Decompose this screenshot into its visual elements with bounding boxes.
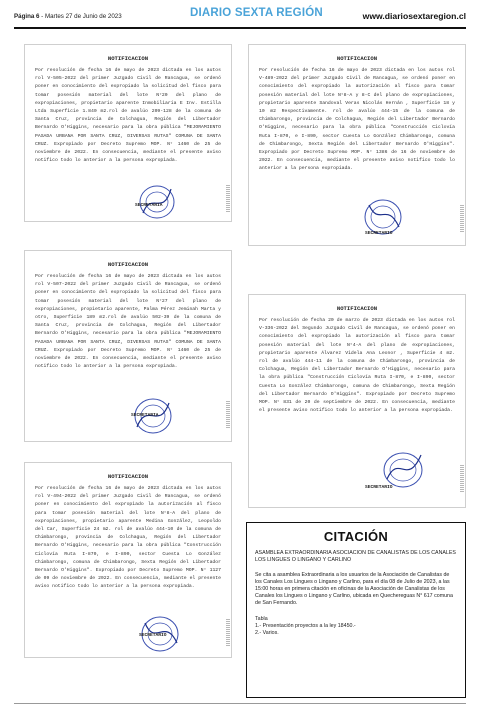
notice-title: NOTIFICACION	[107, 261, 149, 268]
notice-2	[248, 44, 466, 246]
notice-4	[248, 294, 466, 508]
newspaper-brand: DIARIO SEXTA REGIÓN	[190, 7, 323, 19]
notice-title: NOTIFICACION	[107, 473, 149, 480]
notice-1	[24, 44, 232, 222]
issue-date: - Martes 27 de Junio de 2023	[39, 12, 122, 20]
barcode-icon	[226, 185, 230, 213]
citacion-body: Se cita a asamblea Extraordinaria a los usuarios de la Asociación de Canalistas de los Canales Los Lingues o Lingano y Carlino, para el día 08 de Julio de 2023, a las 15:00 horas en primera citación en oficinas de la Asociación de Canalistas de los Canales los Lingues o Lingano y Carlino, ubicada en Quechereguas N° 617 comuna de San Fernando.	[255, 572, 453, 606]
notice-body: Por resolución de fecha 16 de mayo de 2023 dictada en los autos rol V-505-2022 del primer Juzgado Civil de Rancagua, se ordenó poner en conocimiento del expropiado la solicitud del fisco para tomar posesión material del lote N°20 del plano de expropiaciones, propietario aparente Inmobiliaria E Inv. Estilla Ltda Superficie 1.840 m2.rol de avalúo 209-128 de la comuna de Santa Cruz, provincia de Colchagua, Región del Libertador Bernardo O'Higgins, necesario para la obra pública "MEJORAMIENTO PASADA URBANA POR SANTA CRUZ, DIVERSAS RUTAS" COMUNA DE SANTA CRUZ. Expropiado por Decreto Supremo MOP. N° 1460 de 25 de noviembre de 2022. En consecuencia, mediante el presente aviso notifico todo lo anterior a la persona expropiada.	[35, 68, 221, 164]
citacion-subtitle: ASAMBLEA EXTRAORDINARIA ASOCIACION DE CANALISTAS DE LOS CANALES LOS LINGUES O LINGANO Y CARLINO	[255, 550, 456, 563]
barcode-icon	[226, 401, 230, 429]
notice-body: Por resolución de fecha 16 de mayo de 2023 dictada en los autos rol V-494-2022 del primer Juzgado Civil de Rancagua, se ordenó poner en conocimiento del expropiado la autorización al fisco para tomar posesión material del lote N°8-A del plano de expropiaciones, propietario aparente Medina González, Leopoldo del Car, Superficie 24 m2. rol de avalúo 444-10 de la comuna de Chimbarongo, provincia de Colchagua, Región del Libertador Bernardo O'Higgins, necesario para la obra pública "Construcción Ciclovía Ruta I-870, e I-890, sector Cuesta Lo González Chimbarongo, comuna de Chimbarongo, Sexta Región del Libertador Bernardo O'Higgins". Expropiado por Decreto Supremo MOP. N° 1127 de 09 de noviembre de 2022. En consecuencia, mediante el presente aviso notifico todo lo anterior a la persona expropiada.	[35, 486, 221, 590]
notice-3	[24, 250, 232, 442]
citacion-box	[246, 522, 466, 698]
notice-5	[24, 462, 232, 658]
agenda-label: Tabla	[255, 616, 268, 622]
barcode-icon	[460, 465, 464, 493]
barcode-icon	[460, 205, 464, 233]
agenda-item: 1.- Presentación proyectos a la ley 18450.-	[255, 623, 356, 630]
notice-stamp: SECRETARIO	[365, 231, 393, 236]
notice-title: NOTIFICACION	[336, 305, 378, 312]
notice-stamp: SECRETARIO	[139, 633, 167, 638]
notice-title: NOTIFICACION	[107, 55, 149, 62]
header-rule	[14, 27, 466, 29]
citacion-agenda	[255, 616, 457, 638]
notice-body: Por resolución de fecha 16 de mayo de 2023 dictada en los autos rol V-507-2022 del primer Juzgado Civil de Rancagua, se ordenó poner en conocimiento del expropiado la solicitud del fisco para tomar posesión material del lote N°27 del plano de expropiaciones, propietario aparente, Palma Pérez Jeminah Marta y otro, Superficie 189 m2.rol de avalúo 502-39 de la comuna de Santa Cruz, provincia de Colchagua, Región del Libertador Bernardo O'Higgins, necesario para la obra pública "MEJORAMIENTO PASADA URBANA POR SANTA CRUZ, DIVERSAS RUTAS" COMUNA DE SANTA CRUZ. Expropiado por Decreto Supremo MOP. N° 1460 de 25 de noviembre de 2022. En consecuencia, mediante el presente aviso notifico todo lo anterior a la persona expropiada.	[35, 274, 221, 370]
notice-stamp: SECRETARIA	[131, 413, 159, 418]
page-info	[14, 13, 122, 20]
page-header	[14, 8, 466, 24]
notice-body: Por resolución de fecha 20 de marzo de 2023 dictada en los autos rol V-336-2022 del Segundo Juzgado Civil de Rancagua, se ordenó poner en conocimiento del expropiado la autorización al fisco para tomar posesión material del lote N°4-A del plano de expropiaciones, propietario aparente Álvarez Videla Ana Leonor , Superficie 4 m2. rol de avalúo 444-11 de la comuna de Chimbarongo, provincia de Colchagua, Región del Libertador Bernardo O'Higgins, necesario para la obra pública "Construcción Ciclovía Ruta I-870, e I-890, sector Cuesta Lo González Chimbarongo, comuna de Chimbarongo, Sexta Región del Libertador Bernardo O'Higgins". Expropiado por Decreto Supremo MOP. N° 831 de 20 de septiembre de 2022. En consecuencia, mediante el presente aviso notifico todo lo anterior a la persona expropiada.	[259, 318, 455, 414]
notice-stamp: SECRETARIO	[365, 485, 393, 490]
barcode-icon	[226, 619, 230, 647]
page-number: Página 6	[14, 12, 40, 20]
court-seal-icon	[137, 183, 177, 221]
agenda-item: 2.- Varios.	[255, 630, 279, 637]
website-url[interactable]: www.diariosextaregion.cl	[362, 11, 466, 21]
notice-stamp: SECRETARIA	[135, 203, 163, 208]
citacion-title: CITACIÓN	[323, 529, 389, 544]
footer-rule	[14, 703, 466, 704]
notice-body: Por resolución de fecha 16 de mayo de 2023 dictada en los autos rol V-489-2022 del primer Juzgado Civil de Rancagua, se ordenó poner en conocimiento del expropiado la autorización al fisco para tomar posesión material del lote N°8-A y 8-C del plano de expropiaciones, propietario aparente Sandoval Veras Nicolás Hernán , Superficie 18 y 10 m2 Respectivamente. rol de avalúo 444-15 de la comuna de Chimbarongo, provincia de Colchagua, Región del Libertador Bernardo O'Higgins, necesario para la obra pública "Construcción Ciclovía Ruta I-870, e I-890, sector Cuesta Lo González Chimbarongo, comuna de Chimbarongo, Sexta Región del Libertador Bernardo O'Higgins". Expropiado por Decreto Supremo MOP. N° 1386 de 16 de noviembre de 2022. En consecuencia, mediante el presente aviso notifico todo lo anterior a la persona expropiada.	[259, 68, 455, 172]
notice-title: NOTIFICACION	[336, 55, 378, 62]
